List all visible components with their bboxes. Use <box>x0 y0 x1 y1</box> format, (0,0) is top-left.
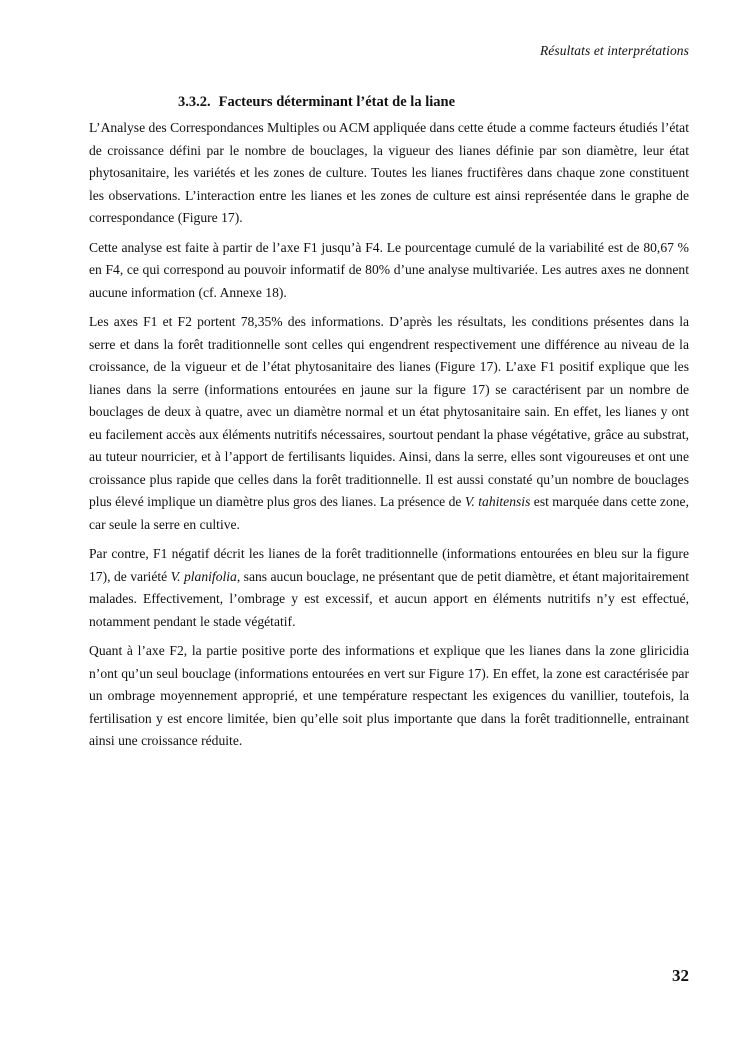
paragraph-f2-positive: Quant à l’axe F2, la partie positive porte des informations et explique que les lianes dans la zone gliricidia n’ont qu’un seul bouclage (informations entourées en vert sur Figure 17). En effet, la zone est caractérisée par un ombrage moyennement approprié, et une température respectant les exigences du vanillier, toutefois, la fertilisation y est encore limitée, bien qu’elle soit plus importante que dans la forêt traditionnelle, entrainant ainsi une croissance réduite. <box>89 643 689 748</box>
running-header: Résultats et interprétations <box>539 43 689 58</box>
paragraph-axes-variability: Cette analyse est faite à partir de l’axe F1 jusqu’à F4. Le pourcentage cumulé de la variabilité est de 80,67 % en F4, ce qui correspond au pouvoir informatif de 80% d’une analyse multivariée. Les autres axes ne donnent aucune information (cf. Annexe 18). <box>89 239 689 300</box>
section-title: Facteurs déterminant l’état de la liane <box>218 94 456 110</box>
section-number: 3.3.2. <box>178 94 211 110</box>
paragraph-text: , sans aucun bouclage, ne présentant que de petit diamètre, et étant majoritairement malades. Effectivement, l’ombrage y est excessif, et aucun apport en éléments nutritifs n’y est effectué, notamment pendant le stade végétatif. <box>89 568 689 629</box>
paragraph-text: Par contre, F1 négatif décrit les lianes de la forêt traditionnelle (informations entourées en bleu sur la figure 17), de variété <box>89 546 689 584</box>
species-name: V. tahitensis <box>464 494 531 509</box>
paragraph-acm-intro: L’Analyse des Correspondances Multiples ou ACM appliquée dans cette étude a comme facteurs étudiés l’état de croissance défini par le nombre de bouclages, la vigueur des lianes définie par son diamètre, leur état phytosanitaire, les variétés et les zones de culture. Toutes les lianes fructifères dans chaque zone constituent les observations. L’interaction entre les lianes et les zones de culture est ainsi représentée dans le graphe de correspondance (Figure 17). <box>89 120 689 225</box>
paragraph-text: Les axes F1 et F2 portent 78,35% des informations. D’après les résultats, les conditions présentes dans la serre et dans la forêt traditionnelle sont celles qui engendrent respectivement une différence au niveau de la croissance, de la vigueur et de l’état phytosanitaire des lianes (Figure 17). L’axe F1 positif explique que les lianes dans la serre (informations entourées en jaune sur la figure 17) se caractérisent par un nombre de bouclages de deux à quatre, avec un diamètre normal et un état phytosanitaire sain. En effet, les lianes y ont eu facilement accès aux éléments nutritifs nécessaires, sourtout pendant la phase végétative, grâce au substrat, au tuteur nourricier, et à l’apport de fertilisants liquides. Ainsi, dans la serre, elles sont vigoureuses et ont une croissance plus rapide que celles dans la forêt traditionnelle. Il est aussi constaté qu’un nombre de bouclages plus élevé implique un diamètre plus gros des lianes. La présence de <box>89 314 689 509</box>
paragraph-text: est marquée dans cette zone, car seule la serre en cultive. <box>89 494 689 532</box>
paragraph-f1-negative <box>89 543 689 633</box>
page-number: 32 <box>672 966 689 985</box>
species-name: V. planifolia <box>170 568 237 584</box>
section-heading <box>178 94 455 111</box>
paragraph-f1-f2-results <box>89 311 689 536</box>
body-text <box>89 117 689 760</box>
